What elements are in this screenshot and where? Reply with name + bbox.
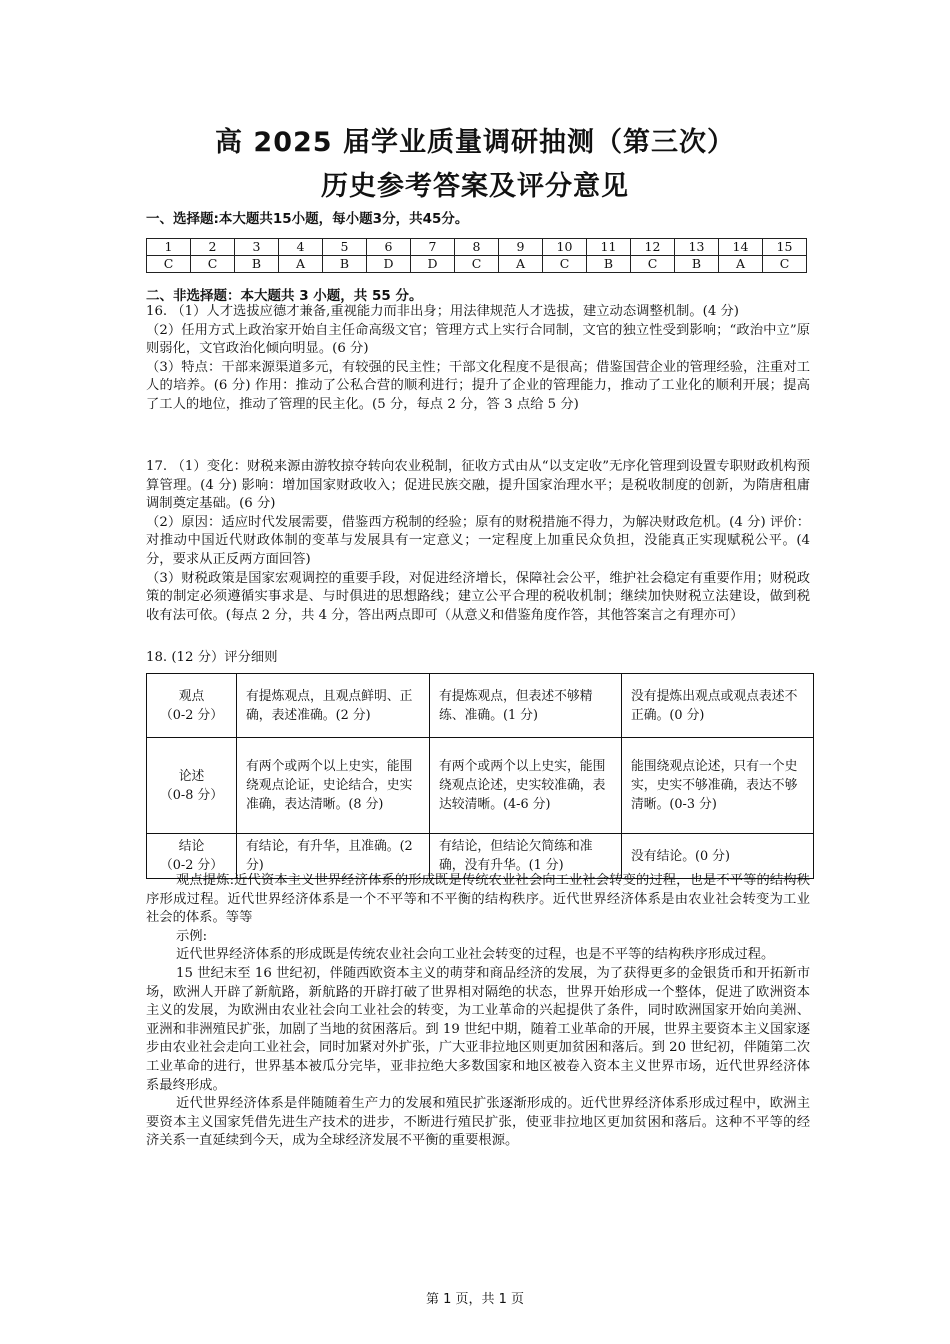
- example-paragraph: 15 世纪末至 16 世纪初，伴随西欧资本主义的萌芽和商品经济的发展，为了获得更多的金银货币和开拓新市场，欧洲人开辟了新航路，新航路的开辟打破了世界相对隔绝的状态，世界开始形成一个整体，促进了欧洲资本主义的发展，为欧洲由农业社会向工业社会的转变，为工业革命的兴起提供了条件，同时欧洲国家开始向美洲、亚洲和非洲殖民扩张，加剧了当地的贫困落后。到 19 世纪中期，随着工业革命的开展，世界主要资本主义国家逐步由农业社会走向工业社会，同时加紧对外扩张，广大亚非拉地区则更加贫困和落后。到 20 世纪初，伴随第二次工业革命的进行，世界基本被瓜分完毕，亚非拉绝大多数国家和地区被卷入资本主义世界市场，近代世界经济体系最终形成。: [146, 965, 810, 1093]
- answer-part: （3）财税政策是国家宏观调控的重要手段，对促进经济增长，保障社会公平，维护社会稳定有重要作用；财税政策的制定必须遵循实事求是、与时俱进的思想路线；建立公平合理的税收机制；继续加快财税立法建设，做到税收有法可依。(每点 2 分，共 4 分，答出两点即可（从意义和借鉴角度作答，其他答案言之有理亦可）: [146, 570, 810, 623]
- answer-cell: C: [455, 256, 499, 273]
- question-18-header: 18. (12 分）评分细则: [146, 650, 278, 665]
- choice-answer-table: [146, 238, 807, 273]
- answer-cell: A: [279, 256, 323, 273]
- question-number: 8: [455, 239, 499, 256]
- question-number: 15: [763, 239, 807, 256]
- criterion-range: （0-2 分）: [159, 707, 224, 723]
- question-number: 11: [587, 239, 631, 256]
- page-subtitle: 历史参考答案及评分意见: [321, 171, 629, 202]
- answer-cell: B: [323, 256, 367, 273]
- answer-part: 16. （1）人才选拔应德才兼备,重视能力而非出身；用法律规范人才选拔，建立动态调整机制。(4 分): [146, 304, 739, 319]
- criterion-name: 结论: [178, 839, 205, 854]
- answer-cell: D: [411, 256, 455, 273]
- question-number: 10: [543, 239, 587, 256]
- question-number: 13: [675, 239, 719, 256]
- question-number-row: [147, 239, 807, 256]
- answer-cell: C: [631, 256, 675, 273]
- rubric-row: [147, 674, 814, 738]
- answer-cell: B: [235, 256, 279, 273]
- question-number: 5: [323, 239, 367, 256]
- rubric-level-cell: 没有提炼出观点或观点表述不正确。(0 分): [622, 674, 814, 738]
- answer-row: [147, 256, 807, 273]
- answer-cell: B: [675, 256, 719, 273]
- example-paragraph: 近代世界经济体系是伴随随着生产力的发展和殖民扩张逐渐形成的。近代世界经济体系形成过程中，欧洲主要资本主义国家凭借先进生产技术的进步，不断进行殖民扩张，使亚非拉地区更加贫困和落后。这种不平等的经济关系一直延续到今天，成为全球经济发展不平衡的重要根源。: [146, 1096, 810, 1149]
- section-heading-choice: 一、选择题:本大题共15小题，每小题3分，共45分。: [146, 211, 469, 227]
- question-number: 3: [235, 239, 279, 256]
- rubric-row: [147, 738, 814, 834]
- question-number: 4: [279, 239, 323, 256]
- sample-essay: [146, 872, 810, 1151]
- rubric-criterion: [147, 738, 237, 834]
- answer-cell: A: [499, 256, 543, 273]
- answer-part: （3）特点：干部来源渠道多元，有较强的民主性；干部文化程度不是很高；借鉴国营企业的管理经验，注重对工人的培养。(6 分) 作用：推动了公私合营的顺利进行；提升了企业的管理能力，推动了工业化的顺利开展；提高了工人的地位，推动了管理的民主化。(5 分，每点 2 分，答 3 点给 5 分): [146, 359, 810, 412]
- answer-cell: D: [367, 256, 411, 273]
- criterion-range: （0-2 分）: [159, 858, 224, 873]
- answer-part: （2）任用方式上政治家开始自主任命高级文官；管理方式上实行合同制，文官的独立性受到影响；“政治中立”原则弱化，文官政治化倾向明显。(6 分): [146, 322, 810, 357]
- rubric-criterion: [147, 674, 237, 738]
- answer-part: 17. （1）变化：财税来源由游牧掠夺转向农业税制，征收方式由从“以支定收”无序化管理到设置专职财政机构预算管理。(4 分) 影响：增加国家财政收入；促进民族交融，提升国家治理水平；是税收制度的创新，为隋唐租庸调制奠定基础。(6 分): [146, 459, 810, 512]
- viewpoint-paragraph: 观点提炼:近代资本主义世界经济体系的形成既是传统农业社会向工业社会转变的过程，也是不平等的结构秩序形成过程。近代世界经济体系是一个不平等和不平衡的结构秩序。近代世界经济体系是由农业社会转变为工业社会的体系。等等: [146, 873, 810, 926]
- question-17-answer: [146, 458, 810, 625]
- criterion-range: （0-8 分）: [159, 787, 224, 803]
- section-heading-essay: 二、非选择题：本大题共 3 小题，共 55 分。: [146, 288, 423, 304]
- answer-cell: C: [543, 256, 587, 273]
- criterion-name: 观点: [178, 688, 205, 704]
- question-number: 7: [411, 239, 455, 256]
- question-number: 14: [719, 239, 763, 256]
- rubric-level-cell: 没有结论。(0 分): [622, 834, 814, 879]
- answer-cell: A: [719, 256, 763, 273]
- answer-part: （2）原因：适应时代发展需要，借鉴西方税制的经验；原有的财税措施不得力，为解决财政危机。(4 分) 评价：对推动中国近代财政体制的变革与发展具有一定意义；一定程度上加重民众负担，没能真正实现赋税公平。(4 分，要求从正反两方面回答): [146, 514, 810, 567]
- rubric-level-cell: 有两个或两个以上史实，能围绕观点论述，史实较准确，表达较清晰。(4-6 分): [430, 738, 622, 834]
- example-paragraph: 近代世界经济体系的形成既是传统农业社会向工业社会转变的过程，也是不平等的结构秩序形成过程。: [176, 947, 775, 963]
- rubric-level-cell: 有结论，但结论欠简练和准确，没有升华。(1 分): [430, 834, 622, 879]
- question-16-answer: [146, 303, 810, 415]
- answer-cell: C: [191, 256, 235, 273]
- question-number: 6: [367, 239, 411, 256]
- scoring-rubric-table: [146, 673, 814, 879]
- criterion-name: 论述: [178, 768, 205, 784]
- rubric-level-cell: 有提炼观点，且观点鲜明、正确，表述准确。(2 分): [237, 674, 430, 738]
- question-number: 1: [147, 239, 191, 256]
- answer-cell: B: [587, 256, 631, 273]
- rubric-level-cell: 有两个或两个以上史实，能围绕观点论证，史论结合，史实准确，表达清晰。(8 分): [237, 738, 430, 834]
- page-title: 高 2025 届学业质量调研抽测（第三次）: [215, 127, 735, 158]
- question-number: 2: [191, 239, 235, 256]
- example-label: 示例:: [176, 928, 208, 944]
- rubric-level-cell: 有结论，有升华，且准确。(2 分): [237, 834, 430, 879]
- question-number: 9: [499, 239, 543, 256]
- page-footer: 第 1 页，共 1 页: [425, 1292, 525, 1307]
- rubric-level-cell: 能围绕观点论述，只有一个史实，史实不够准确，表达不够清晰。(0-3 分): [622, 738, 814, 834]
- rubric-level-cell: 有提炼观点，但表述不够精练、准确。(1 分): [430, 674, 622, 738]
- answer-cell: C: [763, 256, 807, 273]
- answer-cell: C: [147, 256, 191, 273]
- question-number: 12: [631, 239, 675, 256]
